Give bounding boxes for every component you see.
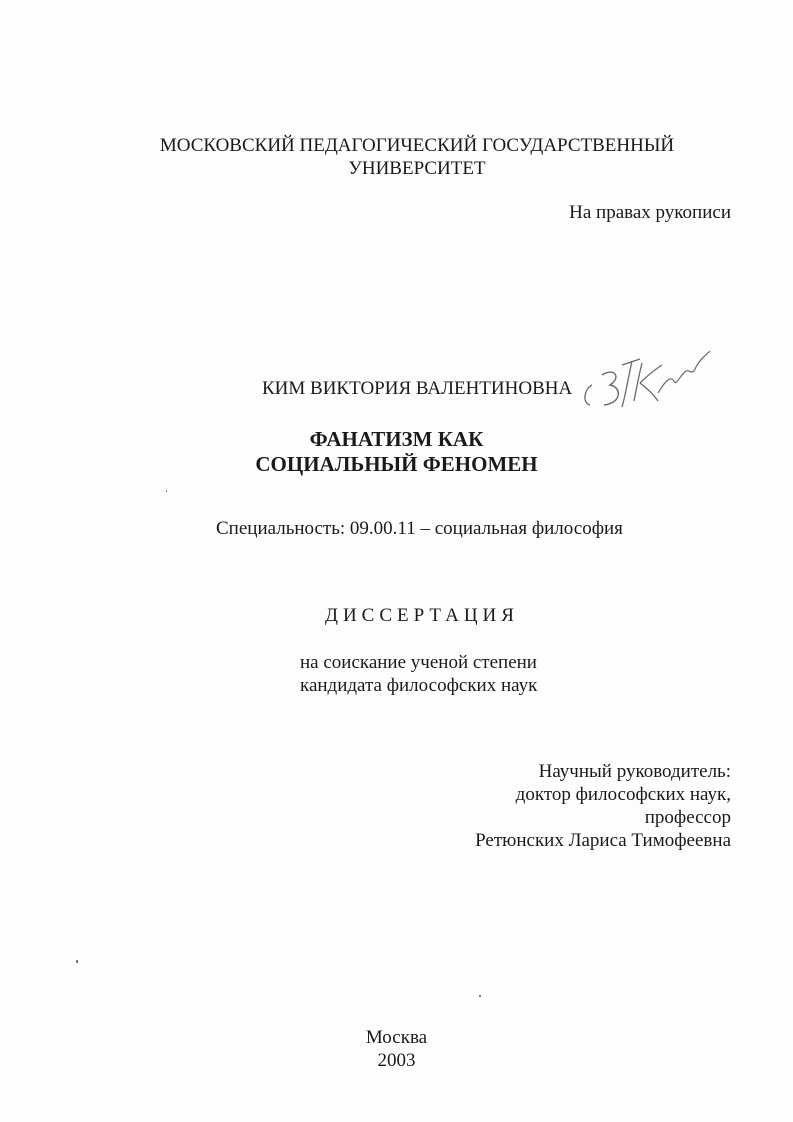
- thesis-title-line1: ФАНАТИЗМ КАК: [309, 427, 484, 451]
- handwritten-signature: [578, 345, 713, 425]
- university-name-line1: МОСКОВСКИЙ ПЕДАГОГИЧЕСКИЙ ГОСУДАРСТВЕННЫЙ: [159, 135, 675, 156]
- scan-speck: [76, 960, 78, 963]
- supervisor-degree: доктор философских наук,: [515, 784, 731, 805]
- signature-stroke-k: [634, 363, 662, 401]
- signature-stroke-c: [585, 385, 592, 405]
- scan-speck: [479, 995, 481, 997]
- manuscript-note: На правах рукописи: [569, 202, 731, 223]
- university-name-line2: УНИВЕРСИТЕТ: [348, 158, 486, 179]
- supervisor-label: Научный руководитель:: [538, 761, 731, 782]
- scan-speck: [166, 490, 167, 492]
- degree-line2: кандидата философских наук: [300, 675, 538, 696]
- document-type: [325, 604, 519, 628]
- supervisor-name: Ретюнских Лариса Тимофеевна: [475, 830, 731, 851]
- supervisor-rank: профессор: [644, 807, 731, 828]
- degree-line1: на соискание ученой степени: [300, 652, 537, 673]
- thesis-title-line2: СОЦИАЛЬНЫЙ ФЕНОМЕН: [255, 452, 538, 476]
- year: 2003: [377, 1050, 416, 1071]
- signature-stroke-tail: [658, 351, 710, 393]
- specialty-line: Специальность: 09.00.11 – социальная философия: [216, 518, 623, 539]
- city: Москва: [365, 1027, 428, 1048]
- author-name: КИМ ВИКТОРИЯ ВАЛЕНТИНОВНА: [262, 378, 573, 399]
- signature-stroke-z: [602, 372, 618, 405]
- document-type-label: ДИССЕРТАЦИЯ: [325, 605, 519, 626]
